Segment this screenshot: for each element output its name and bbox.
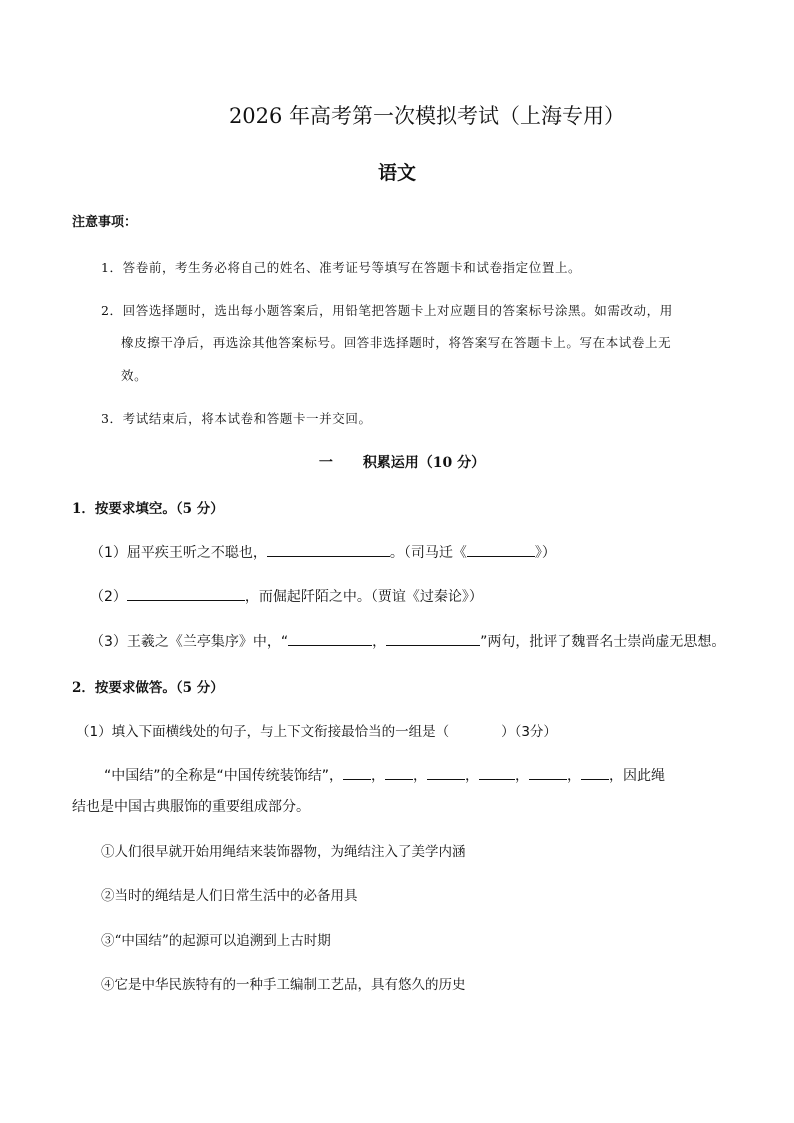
- answer-blank[interactable]: [427, 765, 465, 780]
- notice-item-3: 3．考试结束后，将本试卷和答题卡一并交回。: [101, 411, 372, 426]
- separator: ，: [413, 768, 428, 784]
- notice-item-2-line-3: 效。: [121, 368, 148, 383]
- option-3: ③“中国结”的起源可以追溯到上古时期: [101, 933, 331, 949]
- answer-blank[interactable]: [581, 765, 609, 780]
- option-2: ②当时的绳结是人们日常生活中的必备用具: [101, 888, 358, 904]
- answer-blank[interactable]: [479, 765, 515, 780]
- question-1-sub-1: [90, 542, 556, 562]
- choice-suffix: ）（3分）: [501, 724, 557, 740]
- separator: ，: [465, 768, 480, 784]
- passage-start: “中国结”的全称是“中国传统装饰结”，: [104, 768, 344, 784]
- separator: ，: [371, 768, 386, 784]
- answer-blank[interactable]: [127, 586, 245, 601]
- sub3-suffix: ”两句，批评了魏晋名士崇尚虚无思想。: [480, 634, 726, 650]
- page-title: 2026 年高考第一次模拟考试（上海专用）: [228, 104, 626, 128]
- answer-blank[interactable]: [343, 765, 371, 780]
- choice-prefix: （1）填入下面横线处的句子，与上下文衔接最恰当的一组是（: [76, 724, 450, 740]
- section-heading: [0, 452, 794, 472]
- question-1-heading: 1．按要求填空。（5 分）: [72, 501, 224, 517]
- sub3-prefix: （3）王羲之《兰亭集序》中，“: [90, 634, 289, 650]
- answer-blank[interactable]: [267, 542, 390, 557]
- answer-blank[interactable]: [288, 631, 372, 646]
- notice-item-2-line-1: 2．回答选择题时，选出每小题答案后，用铅笔把答题卡上对应题目的答案标号涂黑。如需改动，用: [101, 303, 673, 318]
- question-1-sub-3: [90, 631, 725, 651]
- option-1: ①人们很早就开始用绳结来装饰器物，为绳结注入了美学内涵: [101, 844, 466, 860]
- answer-blank[interactable]: [386, 631, 480, 646]
- section-title: 积累运用（10 分）: [362, 455, 486, 471]
- passage-end: ，因此绳: [609, 768, 666, 784]
- answer-blank[interactable]: [385, 765, 413, 780]
- sub3-comma: ，: [372, 634, 387, 650]
- sub2-suffix: ，而倔起阡陌之中。（贾谊《过秦论》）: [244, 589, 483, 605]
- notice-item-1: 1．答卷前，考生务必将自己的姓名、准考证号等填写在答题卡和试卷指定位置上。: [101, 260, 582, 275]
- passage-line-2: 结也是中国古典服饰的重要组成部分。: [72, 799, 310, 815]
- answer-blank[interactable]: [529, 765, 567, 780]
- question-2-sub-1: [76, 720, 557, 740]
- sub2-prefix: （2）: [90, 589, 127, 605]
- sub1-mid: 。（司马迁《: [389, 545, 467, 561]
- sub1-prefix: （1）屈平疾王听之不聪也，: [90, 545, 267, 561]
- passage-line-1: [104, 765, 665, 785]
- separator: ，: [515, 768, 530, 784]
- question-1-sub-2: [90, 586, 483, 606]
- question-2-heading: 2．按要求做答。（5 分）: [72, 680, 224, 696]
- section-number: 一: [318, 455, 333, 471]
- sub1-suffix: 》）: [534, 545, 556, 561]
- answer-blank[interactable]: [467, 542, 535, 557]
- separator: ，: [567, 768, 582, 784]
- option-4: ④它是中华民族特有的一种手工编制工艺品，具有悠久的历史: [101, 977, 466, 993]
- notice-heading: 注意事项：: [72, 215, 138, 230]
- notice-item-2-line-2: 橡皮擦干净后，再选涂其他答案标号。回答非选择题时，将答案写在答题卡上。写在本试卷上无: [121, 335, 672, 350]
- subject-title: 语文: [377, 162, 416, 184]
